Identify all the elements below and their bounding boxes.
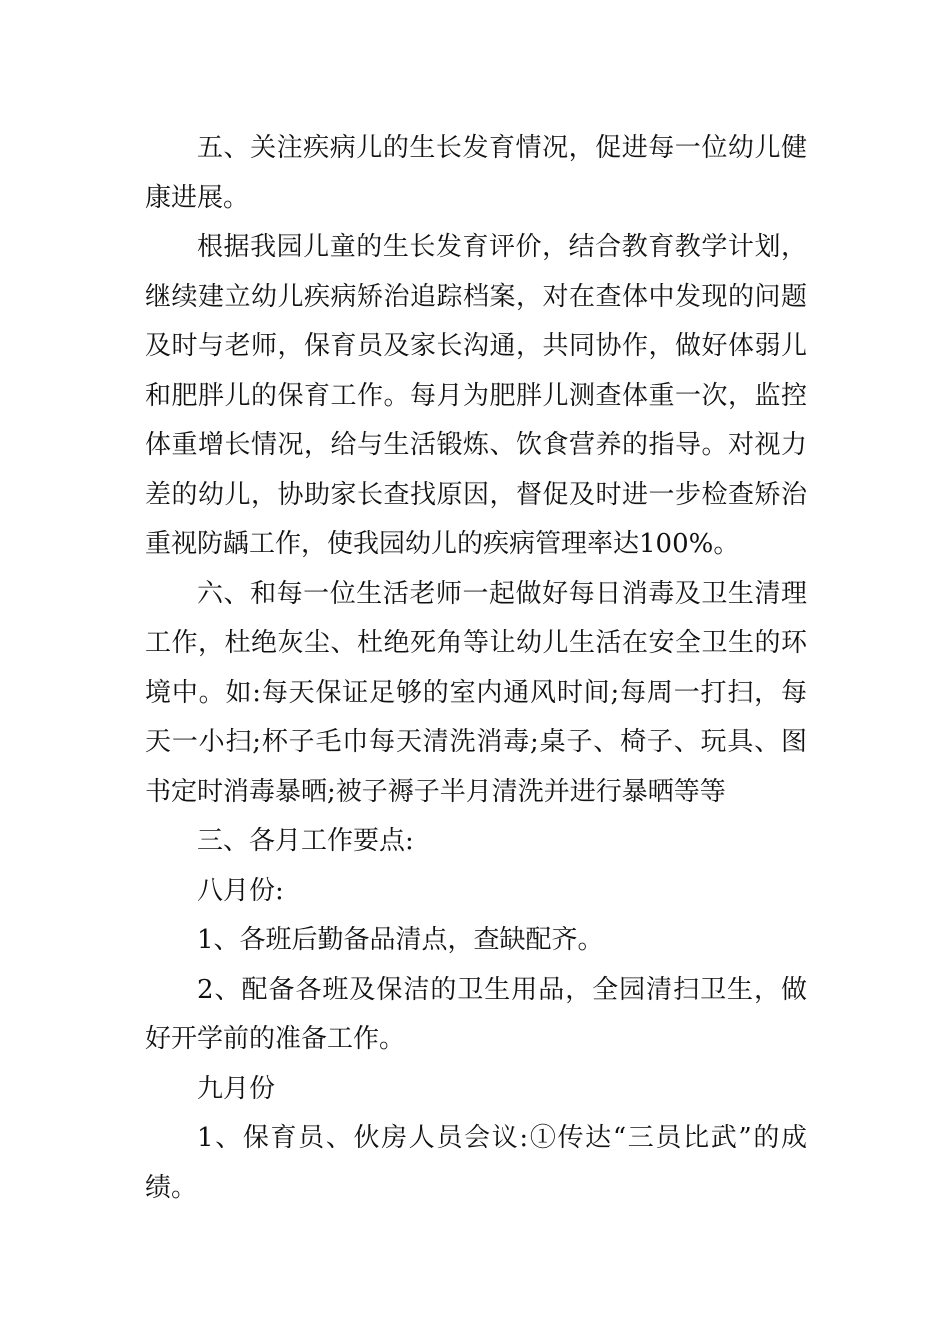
list-item-august-2: 2、配备各班及保洁的卫生用品，全园清扫卫生，做好开学前的准备工作。 xyxy=(145,974,807,1054)
heading-monthly-points: 三、各月工作要点: xyxy=(197,826,414,856)
paragraph-section-six: 六、和每一位生活老师一起做好每日消毒及卫生清理工作，杜绝灰尘、杜绝死角等让幼儿生活在安全卫生的环境中。如:每天保证足够的室内通风时间;每周一打扫，每天一小扫;杯子毛巾每天清洗消毒;桌子、椅子、玩具、图书定时消毒暴晒;被子褥子半月清洗并进行暴晒等等 xyxy=(145,578,807,807)
document-page xyxy=(145,124,807,1213)
paragraph-section-five: 五、关注疾病儿的生长发育情况，促进每一位幼儿健康进展。 xyxy=(145,133,807,213)
list-item-august-1: 1、各班后勤备品清点，查缺配齐。 xyxy=(197,925,604,955)
paragraph-growth-evaluation: 根据我园儿童的生长发育评价，结合教育教学计划，继续建立幼儿疾病矫治追踪档案，对在查体中发现的问题及时与老师，保育员及家长沟通，共同协作，做好体弱儿和肥胖儿的保育工作。每月为肥胖儿测查体重一次，监控体重增长情况，给与生活锻炼、饮食营养的指导。对视力差的幼儿，协助家长查找原因，督促及时进一步检查矫治重视防龋工作，使我园幼儿的疾病管理率达100%。 xyxy=(145,232,807,559)
heading-september: 九月份 xyxy=(197,1073,276,1104)
heading-august: 八月份: xyxy=(197,875,284,906)
list-item-september-1: 1、保育员、伙房人员会议:①传达“三员比武”的成绩。 xyxy=(145,1123,807,1203)
